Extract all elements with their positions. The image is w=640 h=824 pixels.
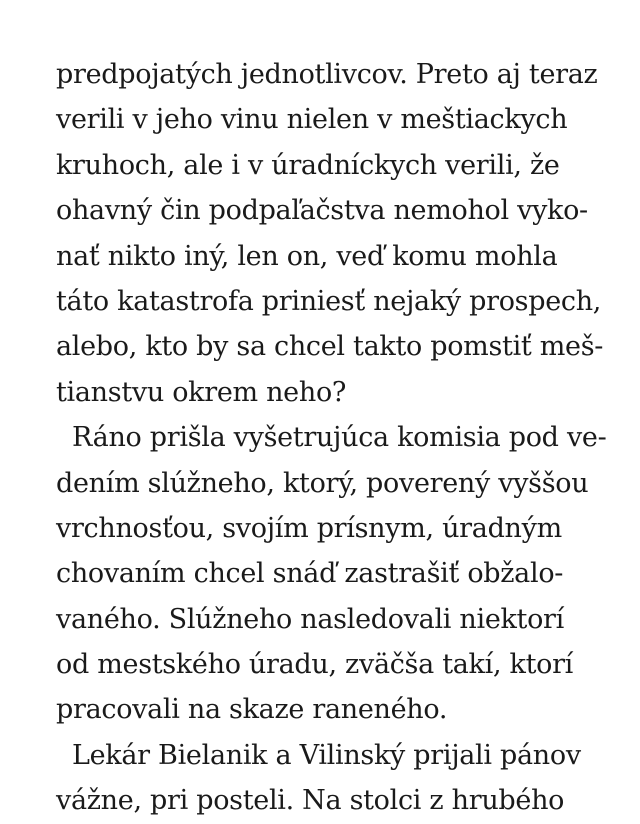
text-line-15: pracovali na skaze raneného. [56,694,448,726]
text-line-6: táto katastrofa priniesť nejaký prospech, [56,285,602,317]
text-line-4: ohavný čin podpaľačstva nemohol vyko- [56,195,588,227]
text-line-5: nať nikto iný, len on, veď komu mohla [56,240,558,272]
text-line-10: dením slúžneho, ktorý, poverený vyššou [56,467,589,499]
text-line-13: vaného. Slúžneho nasledovali niektorí [56,603,565,635]
text-line-3: kruhoch, ale i v úradníckych verili, že [56,149,560,181]
text-line-14: od mestského úradu, zväčša takí, ktorí [56,649,574,681]
body-text [56,52,607,824]
text-line-11: vrchnosťou, svojím prísnym, úradným [56,512,562,544]
text-line-16: Lekár Bielanik a Vilinský prijali pánov [72,739,581,771]
text-line-8: tianstvu okrem neho? [56,376,347,408]
text-line-7: alebo, kto by sa chcel takto pomstiť meš- [56,331,604,363]
text-line-17: vážne, pri posteli. Na stolci z hrubého [56,785,565,817]
text-line-1: predpojatých jednotlivcov. Preto aj teraz [56,59,598,90]
text-line-9: Ráno prišla vyšetrujúca komisia pod ve- [72,422,607,454]
text-line-2: verili v jeho vinu nielen v meštiackych [56,104,568,136]
text-line-12: chovaním chcel snáď zastrašiť obžalo- [56,558,564,590]
